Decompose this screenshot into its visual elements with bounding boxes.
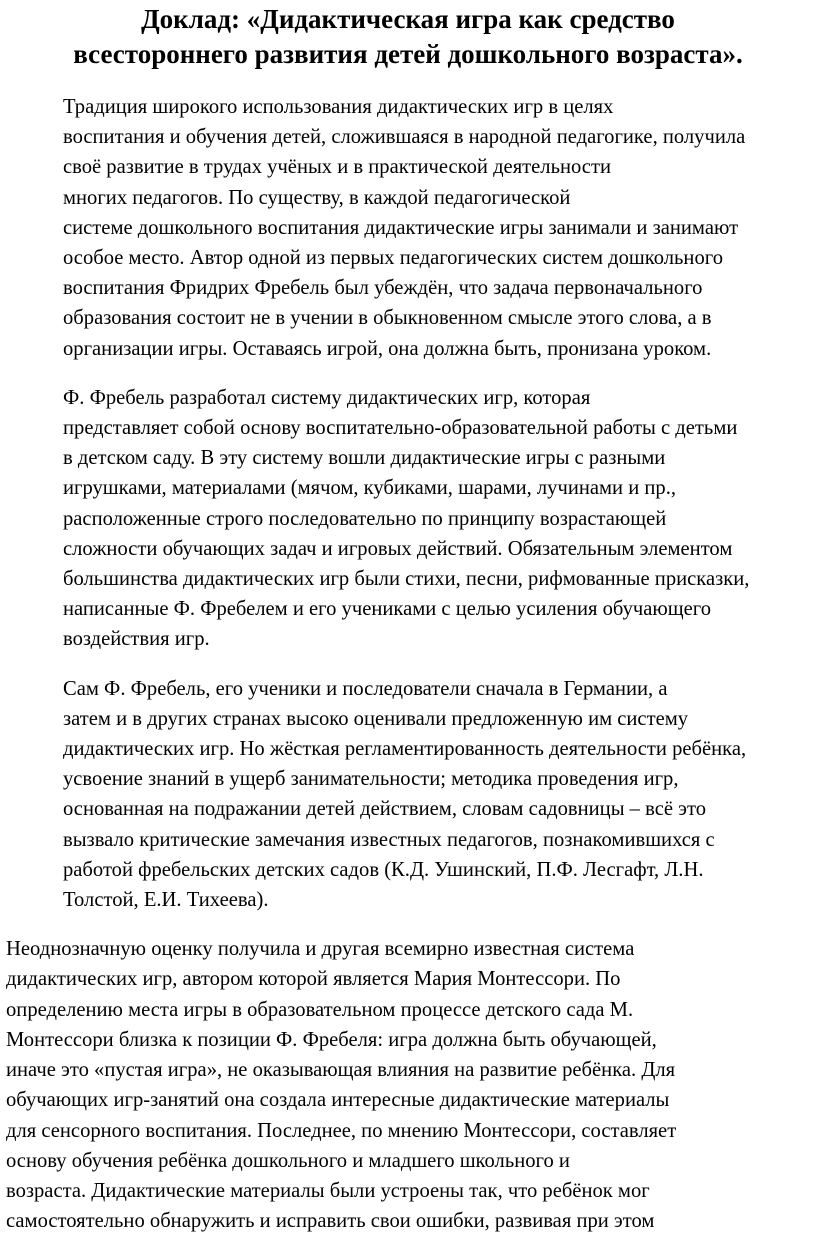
text-line: сложности обучающих задач и игровых действий. Обязательным элементом	[63, 537, 733, 560]
paragraph-3	[6, 674, 810, 916]
title-line: Доклад: «Дидактическая игра как средство	[141, 4, 675, 34]
text-line: в детском саду. В эту систему вошли дидактические игры с разными	[63, 447, 666, 470]
text-line: усвоение знаний в ущерб занимательности; методика проведения игр,	[63, 768, 679, 791]
text-line: возраста. Дидактические материалы были устроены так, что ребёнок мог	[6, 1179, 650, 1202]
text-line: большинства дидактических игр были стихи, песни, рифмованные присказки,	[63, 568, 750, 591]
text-line: образования состоит не в учении в обыкновенном смысле этого слова, а в	[63, 307, 712, 330]
text-line: воспитания и обучения детей, сложившаяся в народной педагогике, получила	[63, 126, 746, 149]
text-line: вызвало критические замечания известных педагогов, познакомившихся с	[63, 828, 715, 851]
text-line: написанные Ф. Фребелем и его учениками с целью усиления обучающего	[63, 598, 711, 621]
text-line: Ф. Фребель разработал систему дидактических игр, которая	[63, 386, 591, 409]
text-line: иначе это «пустая игра», не оказывающая влияния на развитие ребёнка. Для	[6, 1059, 676, 1082]
text-line: многих педагогов. По существу, в каждой педагогической	[63, 186, 571, 209]
text-line: для сенсорного воспитания. Последнее, по мнению Монтессори, составляет	[6, 1119, 677, 1142]
text-line: затем и в других странах высоко оценивали предложенную им систему	[63, 707, 689, 730]
text-line: расположенные строго последовательно по принципу возрастающей	[63, 507, 667, 530]
text-line: представляет собой основу воспитательно-образовательной работы с детьми	[63, 417, 738, 440]
text-line: воспитания Фридрих Фребель был убеждён, что задача первоначального	[63, 277, 703, 300]
text-line: Монтессори близка к позиции Ф. Фребеля: игра должна быть обучающей,	[6, 1028, 657, 1051]
paragraph-2	[6, 383, 810, 655]
text-line: Толстой, Е.И. Тихеева).	[63, 889, 269, 912]
text-line: основу обучения ребёнка дошкольного и младшего школьного и	[6, 1149, 570, 1172]
text-line: самостоятельно обнаружить и исправить свои ошибки, развивая при этом	[6, 1210, 655, 1233]
text-line: Традиция широкого использования дидактических игр в целях	[63, 96, 614, 118]
text-line: организации игры. Оставаясь игрой, она должна быть, пронизана уроком.	[63, 337, 712, 360]
paragraph-1	[6, 92, 810, 364]
text-line: игрушками, материалами (мячом, кубиками, шарами, лучинами и пр.,	[63, 477, 676, 500]
text-line: обучающих игр-занятий она создала интересные дидактические материалы	[6, 1089, 670, 1112]
paragraph-4	[6, 934, 810, 1236]
text-line: Сам Ф. Фребель, его ученики и последователи сначала в Германии, а	[63, 677, 668, 700]
text-line: системе дошкольного воспитания дидактические игры занимали и занимают	[63, 216, 739, 239]
text-line: Неоднозначную оценку получила и другая всемирно известная система	[6, 938, 635, 961]
text-line: своё развитие в трудах учёных и в практической деятельности	[63, 156, 611, 179]
text-line: особое место. Автор одной из первых педагогических систем дошкольного	[63, 247, 723, 270]
text-line: дидактических игр, автором которой является Мария Монтессори. По	[6, 968, 621, 991]
document-title	[6, 2, 810, 72]
text-line: определению места игры в образовательном процессе детского сада М.	[6, 998, 634, 1021]
text-line: дидактических игр. Но жёсткая регламентированность деятельности ребёнка,	[63, 738, 747, 761]
text-line: основанная на подражании детей действием, словам садовницы – всё это	[63, 798, 707, 821]
text-line: воздействия игр.	[63, 628, 210, 651]
text-line: работой фребельских детских садов (К.Д. Ушинский, П.Ф. Лесгафт, Л.Н.	[63, 858, 704, 881]
title-line: всестороннего развития детей дошкольного возраста».	[73, 39, 743, 69]
